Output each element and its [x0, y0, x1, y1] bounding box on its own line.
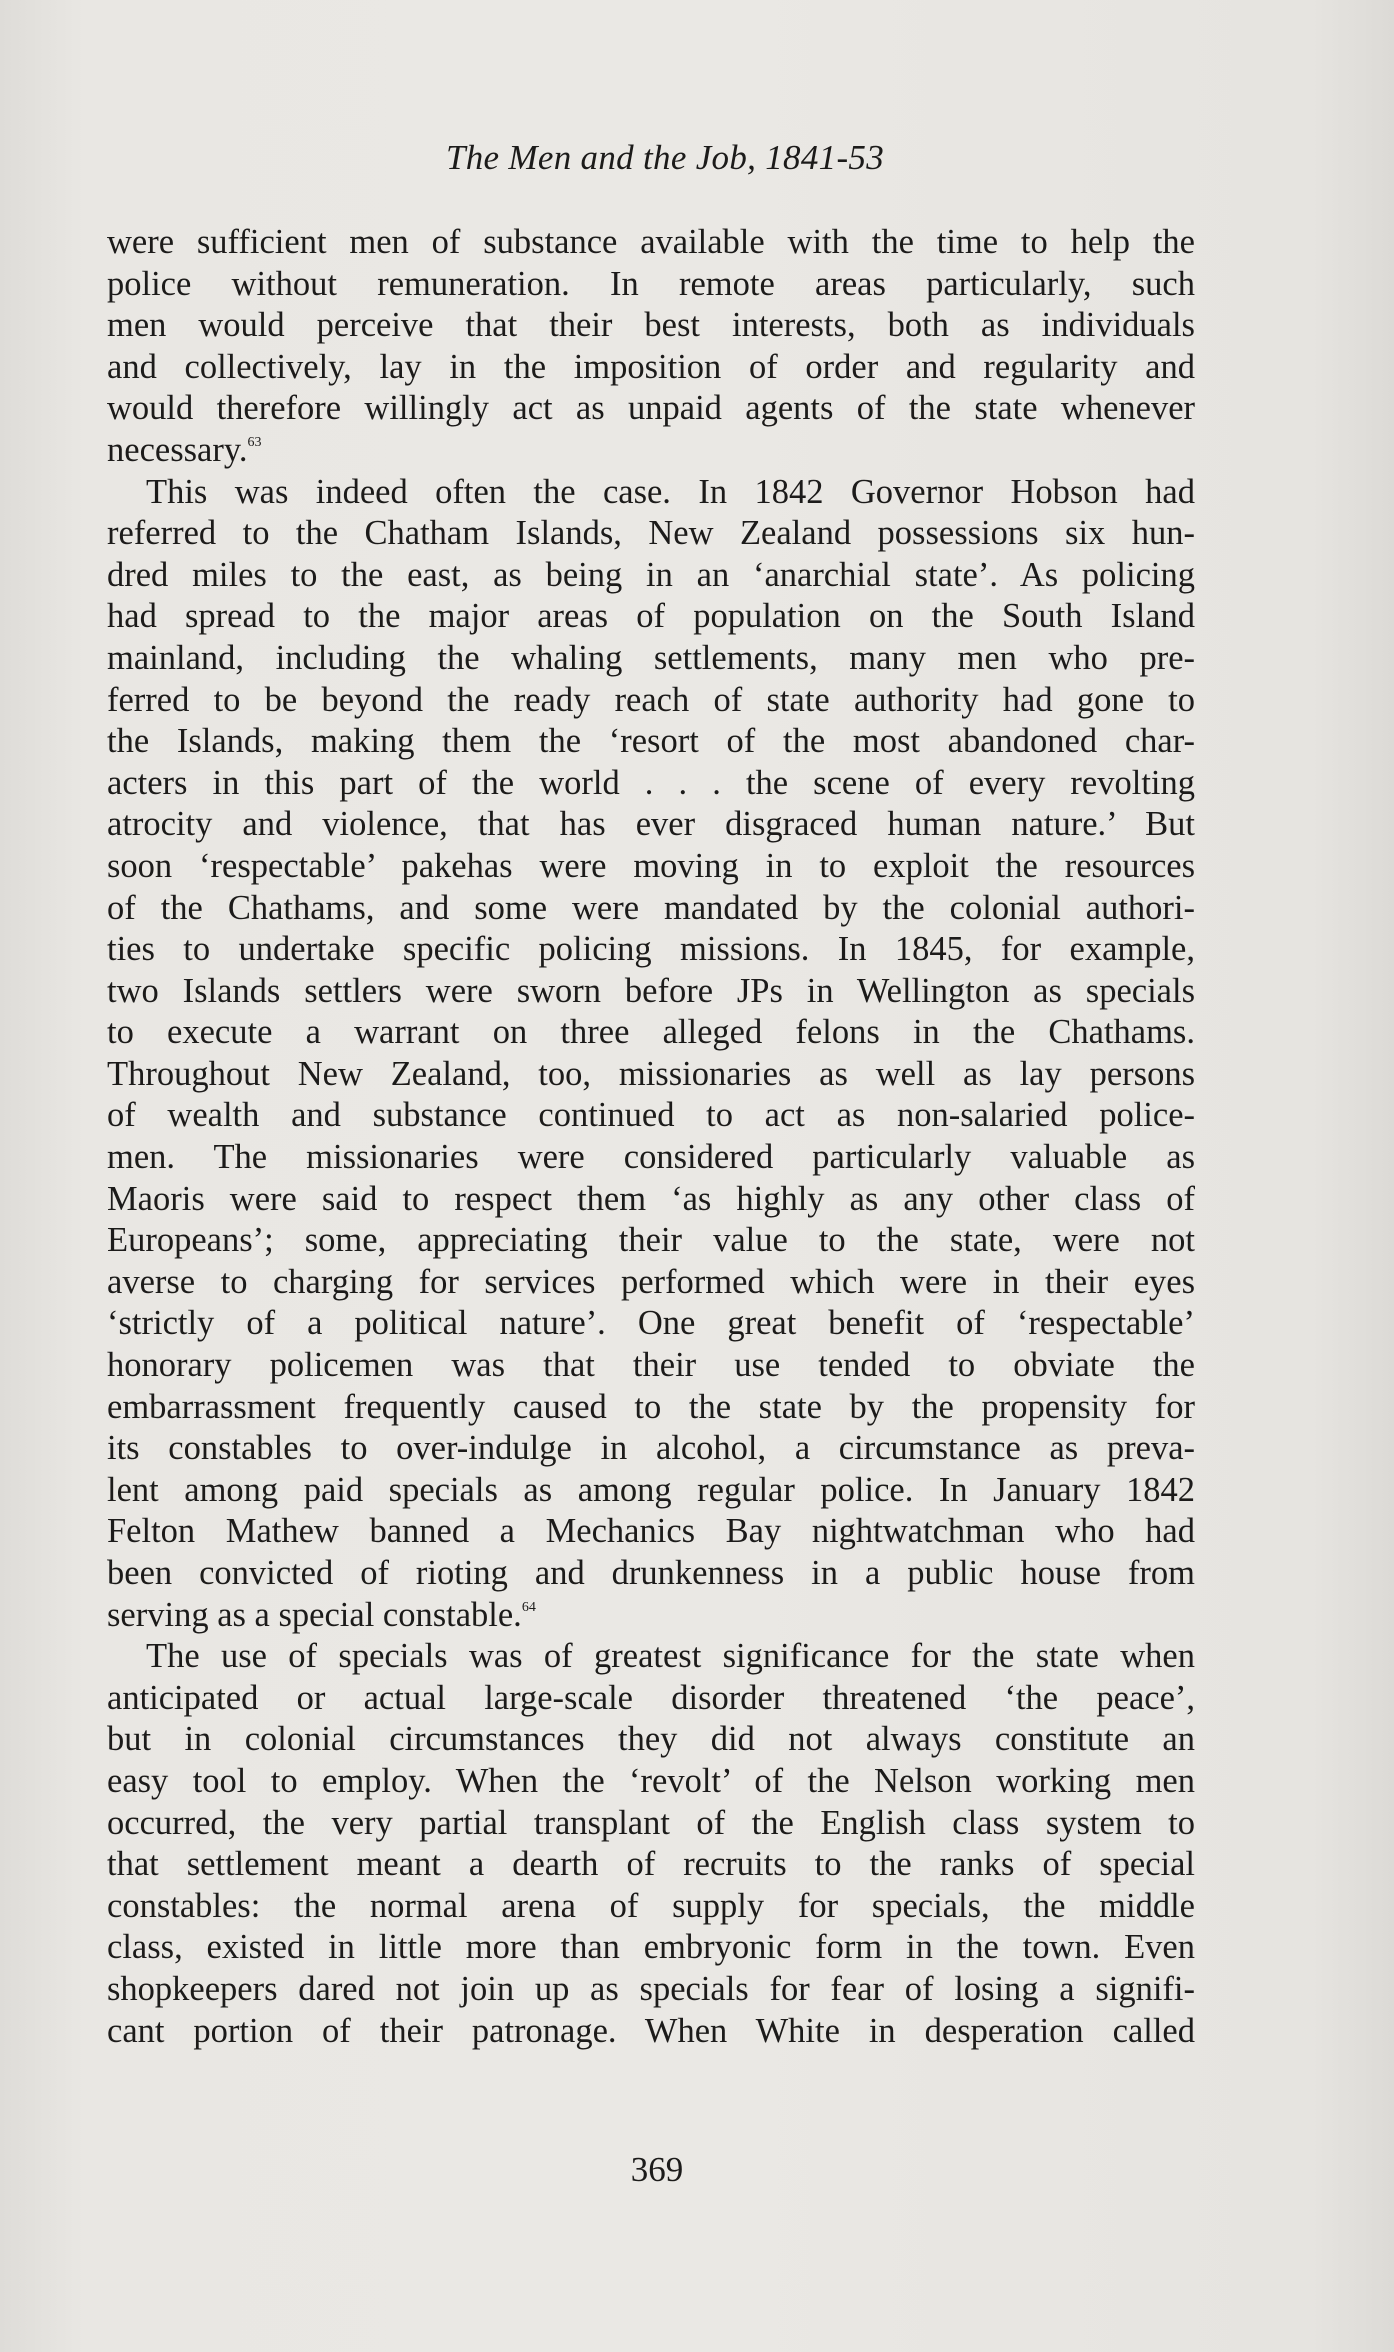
line-text: embarrassment frequently caused to the state by the propensity for — [107, 1387, 1195, 1426]
text-line — [107, 1012, 1195, 1054]
paragraph — [107, 1636, 1195, 2052]
line-text: men. The missionaries were considered particularly valuable as — [107, 1138, 1195, 1177]
text-line — [107, 1387, 1195, 1429]
text-line — [107, 638, 1195, 680]
line-text: necessary. — [107, 430, 248, 469]
line-text: soon ‘respectable’ pakehas were moving in to exploit the resources — [107, 846, 1195, 885]
line-text: constables: the normal arena of supply for specials, the middle — [107, 1886, 1195, 1925]
line-text: Felton Mathew banned a Mechanics Bay nightwatchman who had — [107, 1512, 1195, 1551]
text-line — [107, 1179, 1195, 1221]
running-head: The Men and the Job, 1841-53 — [445, 138, 885, 177]
line-text: men would perceive that their best interests, both as individuals — [107, 306, 1195, 345]
line-text: anticipated or actual large-scale disorder threatened ‘the peace’, — [107, 1678, 1195, 1717]
line-text: atrocity and violence, that has ever disgraced human nature.’ But — [107, 805, 1195, 844]
text-line — [107, 1719, 1195, 1761]
text-line — [107, 1262, 1195, 1304]
line-text: occurred, the very partial transplant of the English class system to — [107, 1803, 1195, 1842]
text-line — [107, 1054, 1195, 1096]
text-line — [107, 1095, 1195, 1137]
line-text: serving as a special constable. — [107, 1595, 522, 1634]
text-line — [107, 513, 1195, 555]
line-text: two Islands settlers were sworn before JPs in Wellington as specials — [107, 971, 1195, 1010]
text-line — [107, 804, 1195, 846]
text-line — [107, 264, 1195, 306]
line-text: of the Chathams, and some were mandated by the colonial authori- — [107, 888, 1195, 927]
line-text: mainland, including the whaling settlements, many men who pre- — [107, 638, 1195, 677]
line-text: referred to the Chatham Islands, New Zealand possessions six hun- — [107, 514, 1195, 553]
text-line — [107, 1678, 1195, 1720]
text-line — [107, 1511, 1195, 1553]
line-text: were sufficient men of substance available with the time to help the — [107, 223, 1195, 261]
paragraph — [107, 472, 1195, 1637]
line-text: would therefore willingly act as unpaid agents of the state whenever — [107, 389, 1195, 428]
text-line — [107, 1595, 1195, 1637]
line-text: Europeans’; some, appreciating their value to the state, were not — [107, 1221, 1195, 1260]
text-line — [107, 1137, 1195, 1179]
text-line — [107, 1761, 1195, 1803]
line-text: acters in this part of the world . . . the scene of every revolting — [107, 763, 1195, 802]
line-text: averse to charging for services performed which were in their eyes — [107, 1262, 1195, 1301]
line-text: cant portion of their patronage. When White in desperation called — [107, 2011, 1195, 2050]
line-text: police without remuneration. In remote areas particularly, such — [107, 264, 1195, 303]
line-text: ties to undertake specific policing missions. In 1845, for example, — [107, 930, 1195, 969]
text-line — [107, 305, 1195, 347]
text-line — [107, 1803, 1195, 1845]
text-line — [107, 2011, 1195, 2053]
text-line — [107, 596, 1195, 638]
line-text: honorary policemen was that their use tended to obviate the — [107, 1346, 1195, 1385]
footnote-marker[interactable]: 63 — [247, 434, 262, 450]
text-line — [107, 555, 1195, 597]
text-line — [107, 846, 1195, 888]
text-line — [107, 1220, 1195, 1262]
text-line — [107, 1303, 1195, 1345]
text-line — [107, 1927, 1195, 1969]
line-text: dred miles to the east, as being in an ‘anarchial state’. As policing — [107, 555, 1195, 594]
line-text: and collectively, lay in the imposition of order and regularity and — [107, 347, 1195, 386]
text-line — [107, 680, 1195, 722]
line-text: that settlement meant a dearth of recruits to the ranks of special — [107, 1845, 1195, 1884]
text-line — [107, 388, 1195, 430]
text-line — [107, 222, 1195, 264]
text-line — [107, 763, 1195, 805]
line-text: lent among paid specials as among regular police. In January 1842 — [107, 1470, 1195, 1509]
line-text: been convicted of rioting and drunkenness in a public house from — [107, 1554, 1195, 1592]
text-line — [107, 1886, 1195, 1928]
text-line — [107, 888, 1195, 930]
text-line — [107, 1428, 1195, 1470]
text-line — [107, 347, 1195, 389]
text-line — [107, 721, 1195, 763]
line-text: ferred to be beyond the ready reach of state authority had gone to — [107, 680, 1195, 719]
text-line — [107, 1844, 1195, 1886]
line-text: Maoris were said to respect them ‘as highly as any other class of — [107, 1179, 1195, 1218]
text-line — [107, 472, 1195, 514]
text-line — [107, 1470, 1195, 1512]
line-text: This was indeed often the case. In 1842 Governor Hobson had — [146, 472, 1195, 511]
paragraph — [107, 222, 1195, 472]
text-line — [107, 929, 1195, 971]
text-line — [107, 1636, 1195, 1678]
text-line — [107, 1969, 1195, 2011]
text-line — [107, 430, 1195, 472]
line-text: ‘strictly of a political nature’. One great benefit of ‘respectable’ — [107, 1304, 1195, 1343]
line-text: Throughout New Zealand, too, missionaries as well as lay persons — [107, 1054, 1195, 1093]
line-text: the Islands, making them the ‘resort of the most abandoned char- — [107, 722, 1195, 761]
page-number: 369 — [630, 2150, 684, 2189]
text-line — [107, 1553, 1195, 1595]
text-line — [107, 1345, 1195, 1387]
body-text — [107, 222, 1195, 2052]
line-text: shopkeepers dared not join up as specials for fear of losing a signifi- — [107, 1969, 1195, 2008]
line-text: easy tool to employ. When the ‘revolt’ of the Nelson working men — [107, 1761, 1195, 1800]
text-line — [107, 971, 1195, 1013]
line-text: its constables to over-indulge in alcohol, a circumstance as preva- — [107, 1429, 1195, 1468]
line-text: to execute a warrant on three alleged felons in the Chathams. — [107, 1013, 1195, 1052]
footnote-marker[interactable]: 64 — [521, 1599, 536, 1615]
line-text: had spread to the major areas of population on the South Island — [107, 597, 1195, 636]
line-text: but in colonial circumstances they did not always constitute an — [107, 1720, 1195, 1759]
line-text: The use of specials was of greatest significance for the state when — [146, 1637, 1195, 1676]
line-text: of wealth and substance continued to act as non-salaried police- — [107, 1096, 1195, 1135]
line-text: class, existed in little more than embryonic form in the town. Even — [107, 1928, 1195, 1967]
